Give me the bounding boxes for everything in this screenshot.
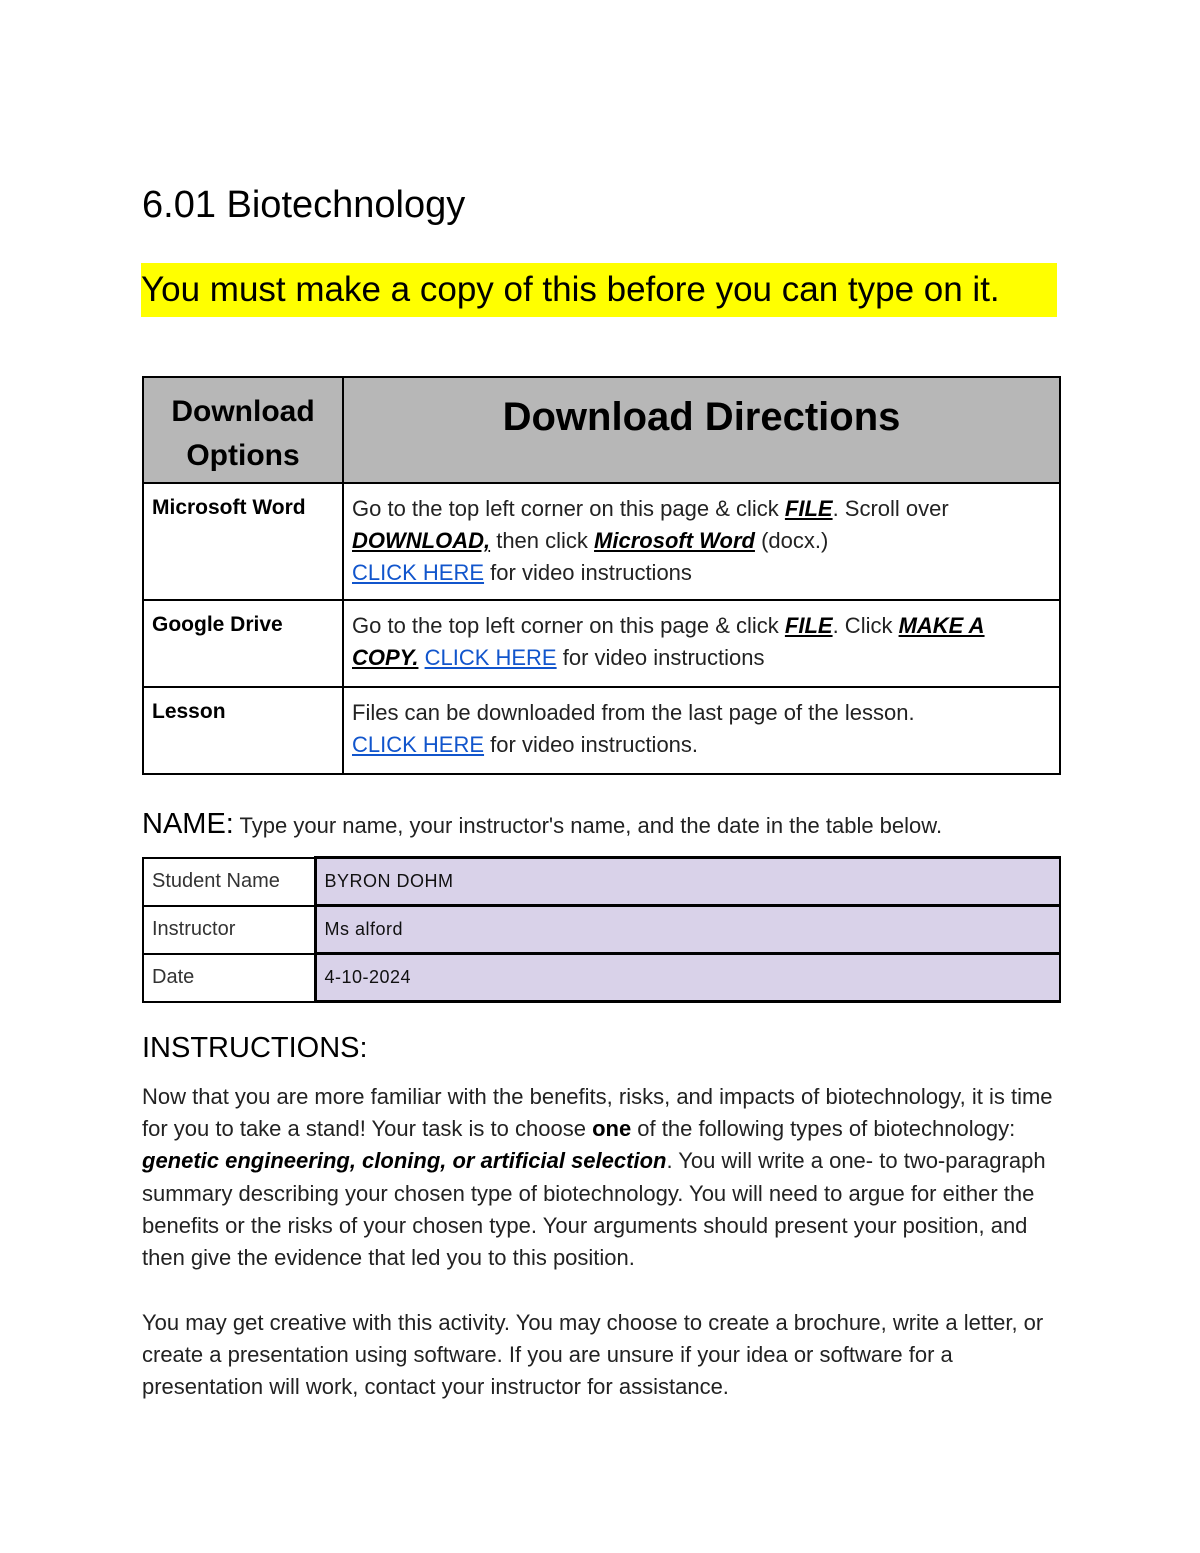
direction-text: for video instructions.: [484, 732, 699, 757]
instructions-paragraph-2: You may get creative with this activity. You may choose to create a brochure, write a letter, or create a presentation using software. If you are unsure if your idea or software for a presentation will work, contact your instructor for assistance.: [142, 1310, 1044, 1400]
name-label: NAME:: [142, 808, 234, 840]
header-download-options: Download Options: [143, 377, 343, 483]
header-download-directions: Download Directions: [343, 377, 1060, 483]
paragraph-text: of the following types of biotechnology:: [631, 1116, 1016, 1142]
make-a-copy-ref: MAKE A COPY.: [352, 613, 985, 670]
click-here-link-drive[interactable]: CLICK HERE: [424, 645, 557, 670]
instructor-label: Instructor: [143, 906, 315, 954]
direction-text: for video instructions: [484, 560, 692, 585]
date-field[interactable]: 4-10-2024: [315, 954, 1060, 1002]
table-row: [143, 858, 1060, 906]
directions-microsoft-word: [343, 483, 1060, 600]
table-row: [143, 600, 1060, 687]
directions-google-drive: [343, 600, 1060, 687]
direction-text: . Click: [832, 613, 899, 638]
download-table: [142, 376, 1061, 775]
file-menu-ref: FILE: [784, 613, 833, 638]
name-table: [142, 856, 1061, 1003]
table-row: [143, 687, 1060, 774]
instructions-paragraph-1: [142, 1081, 1062, 1274]
instructor-field[interactable]: Ms alford: [315, 906, 1060, 954]
name-prompt: [142, 804, 942, 846]
directions-lesson: [343, 687, 1060, 774]
option-microsoft-word: Microsoft Word: [143, 483, 343, 600]
instructions-heading: INSTRUCTIONS:: [142, 1032, 368, 1064]
table-row: [143, 906, 1060, 954]
direction-text: for video instructions: [556, 645, 765, 670]
direction-text: Files can be downloaded from the last page of the lesson.: [352, 700, 915, 725]
table-row: [143, 483, 1060, 600]
date-label: Date: [143, 954, 315, 1002]
direction-text: then click: [490, 528, 595, 553]
option-lesson: Lesson: [143, 687, 343, 774]
click-here-link-word[interactable]: CLICK HERE: [352, 560, 485, 585]
name-instructions: Type your name, your instructor's name, and the date in the table below.: [233, 813, 943, 838]
paragraph-text: Now that you are more familiar with the benefits, risks, and impacts of biotechnology, it is time for you to take a stand! Your task is to choose: [142, 1084, 1053, 1142]
direction-text: . Scroll over: [832, 496, 949, 521]
page-title: 6.01 Biotechnology: [142, 184, 466, 226]
microsoft-word-ref: Microsoft Word: [594, 528, 755, 553]
option-google-drive: Google Drive: [143, 600, 343, 687]
paragraph-text: . You will write a one- to two-paragraph summary describing your chosen type of biotechnology. You will need to argue for either the benefits or the risks of your chosen type. Your arguments should present your position, and then give the evidence that led you to this position.: [142, 1148, 1046, 1271]
table-row: [143, 954, 1060, 1002]
direction-text: (docx.): [754, 528, 829, 553]
direction-text: Go to the top left corner on this page & click: [352, 496, 785, 521]
direction-text: Go to the top left corner on this page & click: [352, 613, 785, 638]
download-menu-ref: DOWNLOAD,: [352, 528, 491, 553]
student-name-field[interactable]: BYRON DOHM: [315, 858, 1060, 906]
download-table-header: [143, 377, 1060, 483]
click-here-link-lesson[interactable]: CLICK HERE: [352, 732, 485, 757]
copy-notice: You must make a copy of this before you can type on it.: [141, 263, 1057, 317]
student-name-label: Student Name: [143, 858, 315, 906]
biotech-types: genetic engineering, cloning, or artificial selection: [142, 1148, 667, 1174]
emphasis-one: one: [592, 1116, 632, 1142]
file-menu-ref: FILE: [784, 496, 833, 521]
